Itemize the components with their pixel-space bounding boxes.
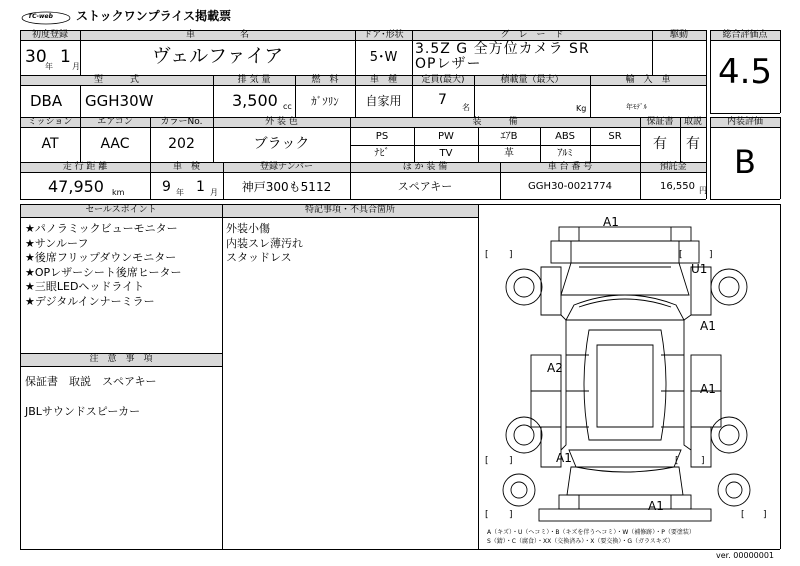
grade-line-2: OPレザー [415,56,482,72]
damage-legend-line-2: S（錆）・C（腐食）・XX（交換済み）・X（要交換）・G（ガラスキズ） [487,538,674,545]
svg-text:[: [ [741,510,745,520]
mission-value: AT [41,136,59,152]
equipment-item: ｴｱB [500,131,518,142]
damage-mark-left-rear: A1 [556,451,572,465]
equipment-item: ABS [555,131,575,142]
inspection-month: 1 [196,179,205,195]
equipment-item: PS [375,131,389,142]
svg-text:]: ] [763,510,767,520]
svg-text:[: [ [679,250,683,260]
first-registration-month-unit: 月 [72,62,80,71]
first-registration-year-unit: 年 [45,62,53,71]
interior-rating: B [734,143,756,181]
damage-mark-rear-bumper: A1 [648,499,664,513]
svg-text:[: [ [485,250,489,260]
capacity: 7 [438,92,447,108]
displacement-unit: cc [283,102,292,111]
label-drive: 駆動 [669,30,688,40]
equipment-item: PW [438,131,454,142]
sales-point-item: ★OPレザーシート後席ヒーター [25,265,182,279]
warranty-value: 有 [653,136,667,152]
sales-points-header: セールスポイント [85,205,157,215]
mileage-value: 47,950 [48,177,104,196]
caution-line-2: JBLサウンドスピーカー [25,405,141,418]
inspection-month-unit: 月 [210,188,218,197]
label-equipment: 装 備 [472,117,518,127]
label-exterior-color: 外 装 色 [265,117,298,127]
svg-text:[: [ [485,510,489,520]
deposit-value: 16,550 [660,181,695,192]
svg-text:]: ] [709,250,713,260]
label-inspection: 車 検 [172,162,200,172]
equipment-item: SR [608,131,622,142]
svg-text:[: [ [675,456,679,466]
label-car-category: 車 種 [369,75,397,85]
damage-mark-right-front: U1 [691,262,708,276]
exterior-color: ブラック [253,136,310,152]
equipment-item: ｱﾙﾐ [557,148,573,159]
label-import-car: 輸 入 車 [625,75,671,85]
note-item: スタッドレス [226,251,292,265]
equipment-item: 革 [504,148,514,159]
color-number: 202 [168,136,195,152]
label-color-number: カラーNo. [160,117,203,127]
sales-point-item: ★三眼LEDヘッドライト [25,280,145,294]
import-model-year-unit: 年ﾓﾃﾞﾙ [626,103,647,111]
caution-line-1: 保証書 取説 スペアキー [25,375,157,388]
label-model: 型 式 [93,75,139,85]
damage-legend-line-1: A（キズ）・U（ヘコミ）・B（キズを伴うヘコミ）・W（補修跡）・P（要塗装） [487,529,695,536]
model-prefix: DBA [30,92,63,110]
deposit-unit: 円 [699,186,707,195]
fuel-type: ｶﾞｿﾘﾝ [311,95,339,108]
load-unit: Kg [576,104,587,113]
label-deposit: 預託金 [659,162,687,172]
grade-line-1: 3.5Z G 全方位カメラ SR [415,41,590,57]
notes-list [226,222,303,266]
first-registration-month: 1 [60,47,71,67]
svg-text:]: ] [701,456,705,466]
damage-mark-right-rear-door: A1 [700,382,716,396]
label-warranty: 保証書 [646,117,674,127]
car-category: 自家用 [365,94,402,108]
model-code: GGH30W [85,92,154,110]
sheet-title: ストックワンプライス掲載票 [76,9,232,23]
label-capacity: 定員(最大) [421,75,465,85]
label-mileage: 走 行 距 離 [62,162,108,172]
label-first-registration: 初度登録 [31,30,68,40]
car-name: ヴェルファイア [151,45,284,67]
company-logo [21,10,71,24]
capacity-unit: 名 [462,103,470,112]
frame-number: GGH30-0021774 [528,181,612,192]
label-load-capacity: 積載量（最大） [500,75,564,85]
damage-mark-right-front-door: A1 [700,319,716,333]
damage-mark-left-door: A2 [547,361,563,375]
label-overall-rating: 総合評価点 [722,30,768,40]
other-equipment: スペアキー [397,180,453,193]
sales-point-item: ★サンルーフ [25,236,89,250]
notes-header: 特記事項・不具合箇所 [304,205,395,215]
sales-point-item: ★後席フリップダウンモニター [25,251,177,265]
displacement: 3,500 [232,91,278,110]
mileage-unit: km [112,188,125,197]
label-frame-number: 車 台 番 号 [547,162,593,172]
label-grade: グ レ ー ド [500,30,564,40]
svg-text:]: ] [509,456,513,466]
label-manual: 取説 [683,117,702,127]
label-displacement: 排 気 量 [237,75,271,85]
sales-point-item: ★デジタルインナーミラー [25,294,155,308]
caution-header: 注 意 事 項 [89,354,153,364]
sales-points-list [25,222,182,310]
svg-text:[: [ [485,456,489,466]
sheet-version: ver. 00000001 [716,551,775,560]
registration-plate: 神戸300も5112 [241,180,332,194]
car-damage-diagram [479,205,779,525]
note-item: 内装スレ薄汚れ [226,236,303,250]
sales-point-item: ★パノラミックビューモニター [25,222,178,235]
label-registration-plate: 登録ナンバー [260,162,313,172]
svg-text:]: ] [509,510,513,520]
inspection-year-unit: 年 [176,188,184,197]
logo-text: TC-web [28,13,53,20]
label-mission: ミッション [27,117,73,127]
manual-value: 有 [686,136,700,152]
aircon-value: AAC [100,136,130,152]
label-car-name: 車 名 [185,30,249,40]
damage-mark-front-bumper: A1 [603,215,619,229]
door-shape: 5･W [369,50,398,65]
label-other-equipment: ほ か 装 備 [402,162,448,172]
label-aircon: エアコン [97,117,133,127]
equipment-item: TV [439,148,453,159]
label-door-shape: ドア･形状 [363,30,404,40]
note-item: 外装小傷 [226,222,270,235]
inspection-year: 9 [162,179,171,195]
label-fuel: 燃 料 [311,75,339,85]
first-registration-year: 30 [25,47,47,67]
overall-rating: 4.5 [717,52,773,92]
equipment-item: ﾅﾋﾞ [374,148,390,159]
label-interior-rating: 内装評価 [726,117,763,127]
svg-text:]: ] [509,250,513,260]
